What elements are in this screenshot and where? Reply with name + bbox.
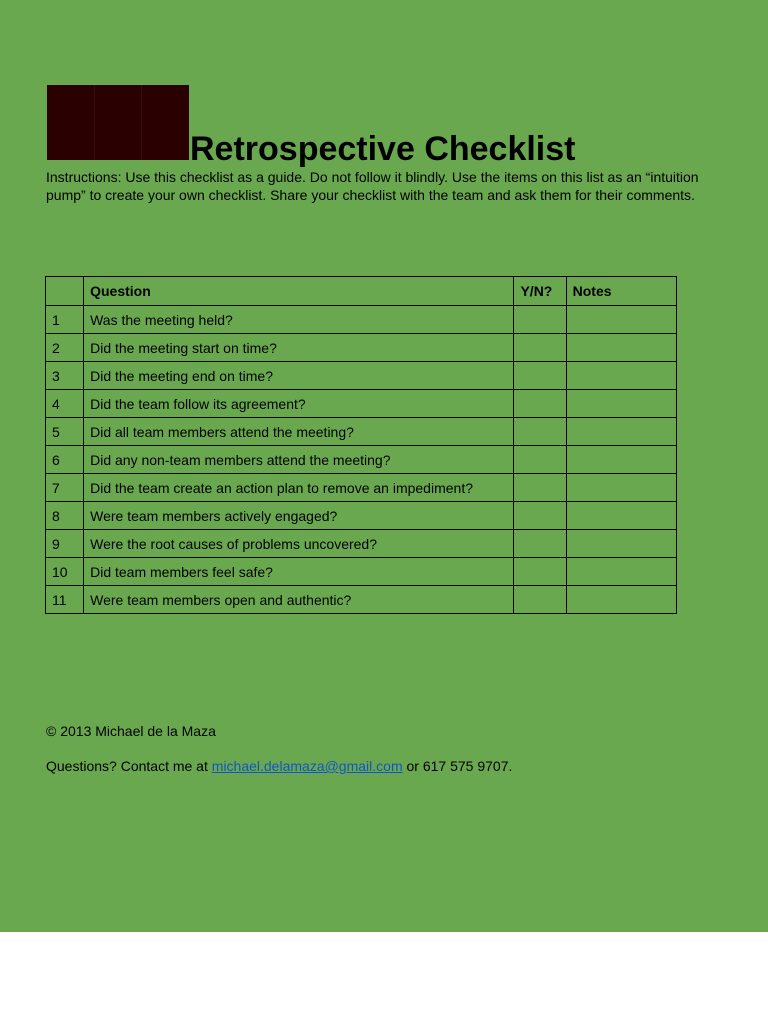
table-row: [46, 586, 677, 614]
logo-divider: [94, 85, 95, 160]
row-number: 3: [46, 362, 84, 390]
row-notes-cell[interactable]: [566, 334, 676, 362]
row-notes-cell[interactable]: [566, 306, 676, 334]
row-question: Did the meeting start on time?: [84, 334, 514, 362]
page-title: Retrospective Checklist: [190, 130, 576, 168]
row-notes-cell[interactable]: [566, 586, 676, 614]
table-row: [46, 390, 677, 418]
row-notes-cell[interactable]: [566, 558, 676, 586]
row-notes-cell[interactable]: [566, 390, 676, 418]
copyright-text: © 2013 Michael de la Maza: [46, 723, 216, 739]
row-question: Did any non-team members attend the meeting?: [84, 446, 514, 474]
column-header-yn: Y/N?: [514, 277, 566, 306]
row-notes-cell[interactable]: [566, 418, 676, 446]
table-row: [46, 418, 677, 446]
row-yn-cell[interactable]: [514, 530, 566, 558]
row-number: 4: [46, 390, 84, 418]
row-question: Was the meeting held?: [84, 306, 514, 334]
contact-prefix: Questions? Contact me at: [46, 758, 212, 774]
contact-line: [46, 757, 512, 775]
row-yn-cell[interactable]: [514, 586, 566, 614]
row-number: 10: [46, 558, 84, 586]
row-number: 1: [46, 306, 84, 334]
row-notes-cell[interactable]: [566, 362, 676, 390]
row-question: Were team members open and authentic?: [84, 586, 514, 614]
row-notes-cell[interactable]: [566, 446, 676, 474]
row-number: 7: [46, 474, 84, 502]
row-question: Were the root causes of problems uncovered?: [84, 530, 514, 558]
row-yn-cell[interactable]: [514, 334, 566, 362]
row-yn-cell[interactable]: [514, 474, 566, 502]
logo-block: [47, 85, 189, 160]
row-question: Were team members actively engaged?: [84, 502, 514, 530]
row-notes-cell[interactable]: [566, 530, 676, 558]
row-yn-cell[interactable]: [514, 558, 566, 586]
contact-suffix: or 617 575 9707.: [402, 758, 513, 774]
table-row: [46, 446, 677, 474]
row-notes-cell[interactable]: [566, 474, 676, 502]
table-row: [46, 334, 677, 362]
row-number: 6: [46, 446, 84, 474]
row-yn-cell[interactable]: [514, 502, 566, 530]
table-row: [46, 530, 677, 558]
row-number: 9: [46, 530, 84, 558]
column-header-number: [46, 277, 84, 306]
logo-divider: [141, 85, 142, 160]
row-number: 2: [46, 334, 84, 362]
row-number: 11: [46, 586, 84, 614]
row-notes-cell[interactable]: [566, 502, 676, 530]
row-yn-cell[interactable]: [514, 446, 566, 474]
column-header-question: Question: [84, 277, 514, 306]
table-row: [46, 474, 677, 502]
row-number: 5: [46, 418, 84, 446]
row-question: Did the meeting end on time?: [84, 362, 514, 390]
table-header-row: [46, 277, 677, 306]
email-link[interactable]: michael.delamaza@gmail.com: [211, 758, 403, 774]
row-question: Did all team members attend the meeting?: [84, 418, 514, 446]
table-row: [46, 502, 677, 530]
row-yn-cell[interactable]: [514, 390, 566, 418]
row-yn-cell[interactable]: [514, 418, 566, 446]
checklist-table: [45, 276, 677, 614]
row-number: 8: [46, 502, 84, 530]
row-question: Did team members feel safe?: [84, 558, 514, 586]
instructions-text: Instructions: Use this checklist as a guide. Do not follow it blindly. Use the items on this list as an “intuition pump” to create your own checklist. Share your checklist with the team and ask them for their comments.: [46, 169, 699, 203]
row-question: Did the team follow its agreement?: [84, 390, 514, 418]
row-yn-cell[interactable]: [514, 362, 566, 390]
column-header-notes: Notes: [566, 277, 676, 306]
row-yn-cell[interactable]: [514, 306, 566, 334]
checklist-body: [46, 306, 677, 614]
table-row: [46, 362, 677, 390]
row-question: Did the team create an action plan to remove an impediment?: [84, 474, 514, 502]
table-row: [46, 558, 677, 586]
table-row: [46, 306, 677, 334]
